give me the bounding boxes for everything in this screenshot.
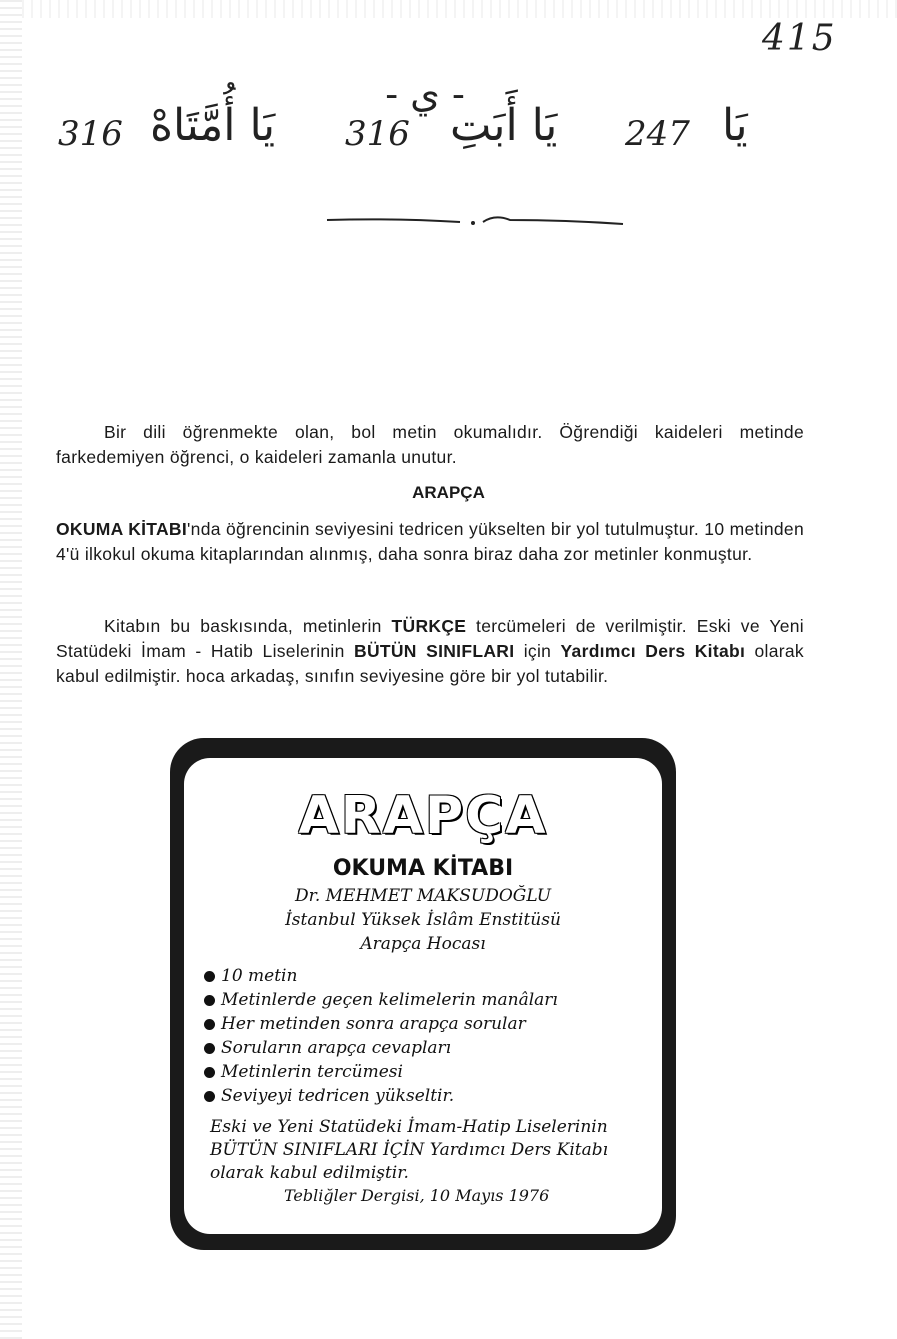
bullet-icon: [204, 971, 215, 982]
bullet-icon: [204, 1091, 215, 1102]
bullet-icon: [204, 1067, 215, 1078]
feature-text: Seviyeyi tedricen yükseltir.: [221, 1086, 455, 1106]
feature-text: Her metinden sonra arapça sorular: [221, 1014, 526, 1034]
edition-text-4: olarak kabul edilmiştir. hoca arkadaş, sınıfın seviyesine göre bir yol tutabilir.: [56, 641, 804, 686]
ad-approval-note: Eski ve Yeni Statüdeki İmam-Hatip Liselerinin BÜTÜN SINIFLARI İÇİN Yardımcı Ders Kitabı olarak kabul edilmiştir.: [210, 1117, 609, 1183]
bullet-icon: [204, 995, 215, 1006]
scan-noise-top: [22, 0, 897, 18]
header-letter: - ي -: [385, 72, 465, 116]
ad-source: Tebliğler Dergisi, 10 Mayıs 1976: [284, 1186, 550, 1205]
reference-number: 247: [625, 114, 690, 154]
book-title-inline: OKUMA KİTABI: [56, 519, 188, 539]
list-item: [204, 1036, 664, 1060]
edition-bold-1: TÜRKÇE: [391, 616, 467, 636]
edition-bold-3: Yardımcı Ders Kitabı: [560, 641, 746, 661]
edition-bold-2: BÜTÜN SINIFLARI: [354, 641, 515, 661]
feature-text: Metinlerin tercümesi: [221, 1062, 403, 1082]
ad-role: Arapça Hocası: [360, 934, 486, 954]
ad-title: ARAPÇA: [298, 786, 548, 846]
reference-number: 316: [58, 114, 123, 154]
list-item: [204, 964, 664, 988]
reference-arabic: يَا: [722, 100, 748, 151]
edition-paragraph: [56, 614, 804, 689]
scan-noise-left: [0, 0, 22, 1339]
list-item: [204, 1084, 664, 1108]
feature-text: Metinlerde geçen kelimelerin manâları: [221, 990, 558, 1010]
advertisement-panel: [184, 758, 662, 1234]
reference-arabic: يَا أُمَّتَاهْ: [150, 100, 276, 151]
description-text: 'nda öğrencinin seviyesini tedricen yükselten bir yol tutulmuştur. 10 metinden 4'ü ilkokul okuma kitaplarından alınmış, daha sonra biraz daha zor metinler konmuştur.: [56, 519, 804, 564]
list-item: [204, 988, 664, 1012]
section-heading: ARAPÇA: [412, 483, 485, 502]
ad-institution: İstanbul Yüksek İslâm Enstitüsü: [285, 910, 561, 930]
feature-text: 10 metin: [221, 966, 298, 986]
feature-list: [204, 964, 664, 1108]
page-number: 415: [762, 18, 837, 59]
ornamental-divider: [325, 210, 625, 234]
ad-author: Dr. MEHMET MAKSUDOĞLU: [294, 886, 552, 906]
reference-arabic: يَا أَبَتِ: [450, 100, 558, 151]
reference-row: [0, 100, 897, 180]
feature-text: Soruların arapça cevapları: [221, 1038, 452, 1058]
intro-text: Bir dili öğrenmekte olan, bol metin okumalıdır. Öğrendiği kaideleri metinde farkedemiyen öğrenci, o kaideleri zamanla unutur.: [56, 422, 804, 467]
bullet-icon: [204, 1043, 215, 1054]
reference-number: 316: [345, 114, 410, 154]
edition-text-2: tercümeleri de verilmiştir. Eski ve Yeni Statüdeki İmam - Hatib Liselerinin: [56, 616, 804, 661]
list-item: [204, 1060, 664, 1084]
bullet-icon: [204, 1019, 215, 1030]
book-advertisement: [170, 738, 676, 1250]
ad-subtitle: OKUMA KİTABI: [332, 856, 514, 881]
intro-paragraph: [56, 420, 804, 470]
edition-text-3: için: [514, 641, 561, 661]
description-paragraph: [56, 517, 804, 567]
edition-text-1: Kitabın bu baskısında, metinlerin: [104, 616, 392, 636]
list-item: [204, 1012, 664, 1036]
